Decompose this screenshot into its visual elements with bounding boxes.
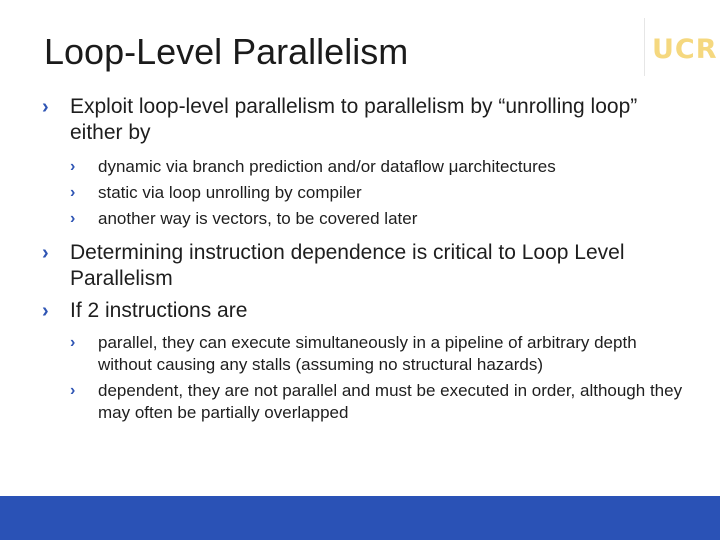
chevron-right-icon: › (70, 334, 76, 351)
sub-bullet-text: parallel, they can execute simultaneously in a pipeline of arbitrary depth without causing any stalls (assuming no structural hazards) (98, 333, 637, 374)
sub-bullet (42, 156, 692, 178)
slide-body (42, 94, 692, 434)
sub-bullet-text: static via loop unrolling by compiler (98, 183, 362, 202)
sub-bullet (42, 208, 692, 230)
sub-bullet-text: dependent, they are not parallel and must be executed in order, although they may often be partially overlapped (98, 381, 683, 422)
footer-bar (0, 496, 720, 540)
sub-bullet (42, 380, 692, 424)
logo-text: UCR (652, 34, 718, 65)
bullet-3-sublist (42, 332, 692, 424)
bullet-2-text: Determining instruction dependence is critical to Loop Level Parallelism (70, 241, 625, 290)
sub-bullet-text: dynamic via branch prediction and/or dataflow μarchitectures (98, 157, 556, 176)
bullet-3 (42, 298, 692, 324)
ucr-logo (644, 14, 718, 78)
logo-divider (644, 18, 645, 76)
chevron-right-icon: › (42, 96, 49, 118)
bullet-1 (42, 94, 692, 146)
sub-bullet-text: another way is vectors, to be covered later (98, 209, 418, 228)
chevron-right-icon: › (70, 382, 76, 399)
chevron-right-icon: › (70, 158, 76, 175)
chevron-right-icon: › (70, 184, 76, 201)
bullet-1-text: Exploit loop-level parallelism to parallelism by “unrolling loop” either by (70, 95, 638, 144)
bullet-2 (42, 240, 692, 292)
chevron-right-icon: › (42, 242, 49, 264)
slide-title: Loop-Level Parallelism (44, 31, 409, 72)
bullet-1-sublist (42, 156, 692, 230)
sub-bullet (42, 182, 692, 204)
sub-bullet (42, 332, 692, 376)
chevron-right-icon: › (70, 210, 76, 227)
chevron-right-icon: › (42, 300, 49, 322)
bullet-3-text: If 2 instructions are (70, 299, 248, 322)
